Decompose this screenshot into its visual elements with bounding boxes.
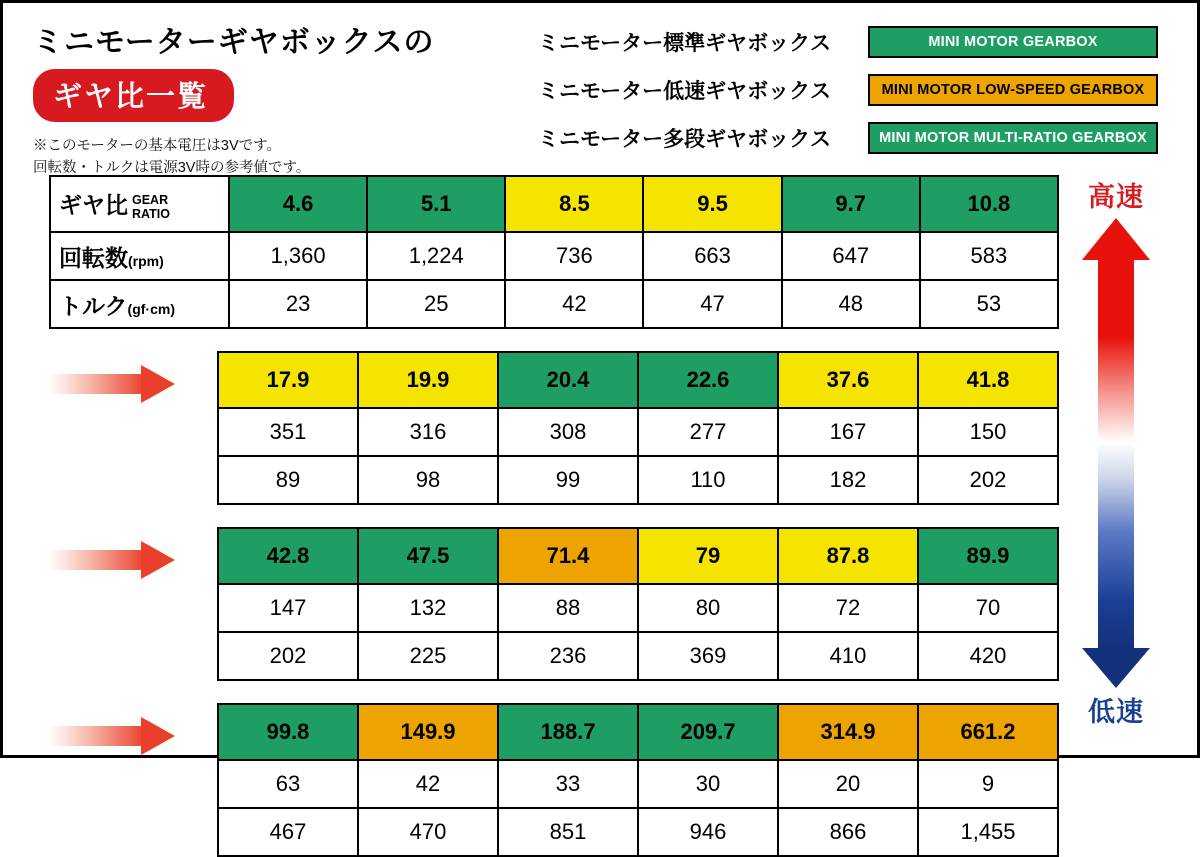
- continuation-arrow-icon: [49, 365, 179, 403]
- data-tables: [49, 175, 1059, 857]
- cell-ratio: 22.6: [638, 352, 778, 408]
- cell-rpm: 72: [778, 584, 918, 632]
- cell-ratio: 41.8: [918, 352, 1058, 408]
- cell-ratio: 17.9: [218, 352, 358, 408]
- cell-rpm: 316: [358, 408, 498, 456]
- cell-ratio: 42.8: [218, 528, 358, 584]
- legend-chip-multi-ratio: MINI MOTOR MULTI-RATIO GEARBOX: [868, 122, 1158, 154]
- cell-rpm: 1,224: [367, 232, 505, 280]
- row-label-gear-ratio-en2: RATIO: [132, 206, 170, 221]
- row-label-rpm-jp: 回転数: [59, 244, 128, 271]
- table-row: [50, 232, 1058, 280]
- cell-ratio: 4.6: [229, 176, 367, 232]
- cell-rpm: 20: [778, 760, 918, 808]
- cell-rpm: 150: [918, 408, 1058, 456]
- table-row: [218, 456, 1058, 504]
- cell-ratio: 37.6: [778, 352, 918, 408]
- row-label-torque: [50, 280, 229, 328]
- cell-rpm: 70: [918, 584, 1058, 632]
- cell-ratio: 9.5: [643, 176, 781, 232]
- cell-torque: 467: [218, 808, 358, 856]
- legend: [538, 21, 1170, 165]
- cell-rpm: 42: [358, 760, 498, 808]
- legend-label-jp: ミニモーター低速ギヤボックス: [538, 80, 831, 103]
- note-line-2: 回転数・トルクは電源3V時の参考値です。: [33, 159, 311, 176]
- cell-torque: 99: [498, 456, 638, 504]
- row-label-gear-ratio: [50, 176, 229, 232]
- cell-ratio: 661.2: [918, 704, 1058, 760]
- cell-torque: 202: [918, 456, 1058, 504]
- cell-ratio: 99.8: [218, 704, 358, 760]
- row-label-rpm: [50, 232, 229, 280]
- speed-gauge: [1057, 175, 1175, 735]
- cell-rpm: 663: [643, 232, 781, 280]
- table-block-4: [217, 703, 1059, 857]
- table-row: [218, 352, 1058, 408]
- cell-ratio: 89.9: [918, 528, 1058, 584]
- table-row: [218, 632, 1058, 680]
- continuation-arrow-icon: [49, 541, 179, 579]
- cell-torque: 48: [782, 280, 920, 328]
- note-line-1: ※このモーターの基本電圧は3Vです。: [33, 138, 281, 154]
- legend-item: [538, 117, 1170, 159]
- cell-rpm: 351: [218, 408, 358, 456]
- cell-torque: 110: [638, 456, 778, 504]
- cell-rpm: 88: [498, 584, 638, 632]
- cell-rpm: 132: [358, 584, 498, 632]
- cell-rpm: 277: [638, 408, 778, 456]
- table-block-1: [49, 175, 1059, 329]
- table-row: [218, 808, 1058, 856]
- row-label-rpm-unit: (rpm): [128, 252, 164, 269]
- cell-torque: 23: [229, 280, 367, 328]
- table-row: [218, 408, 1058, 456]
- gauge-up-arrow-icon: [1082, 218, 1150, 260]
- continuation-arrow-icon: [49, 717, 179, 755]
- cell-ratio: 79: [638, 528, 778, 584]
- row-label-gear-ratio-en1: GEAR: [132, 193, 169, 208]
- cell-ratio: 314.9: [778, 704, 918, 760]
- legend-label-jp: ミニモーター標準ギヤボックス: [538, 32, 831, 55]
- cell-torque: 369: [638, 632, 778, 680]
- cell-rpm: 9: [918, 760, 1058, 808]
- cell-torque: 98: [358, 456, 498, 504]
- cell-torque: 946: [638, 808, 778, 856]
- cell-torque: 42: [505, 280, 643, 328]
- cell-rpm: 80: [638, 584, 778, 632]
- cell-rpm: 30: [638, 760, 778, 808]
- cell-torque: 851: [498, 808, 638, 856]
- cell-rpm: 583: [920, 232, 1058, 280]
- gauge-gradient-bar: [1098, 259, 1134, 649]
- table-row: [50, 176, 1058, 232]
- table-block-2: [217, 351, 1059, 505]
- gauge-bar-graphic: [1066, 218, 1166, 688]
- cell-torque: 420: [918, 632, 1058, 680]
- cell-ratio: 8.5: [505, 176, 643, 232]
- cell-torque: 47: [643, 280, 781, 328]
- table-row: [50, 280, 1058, 328]
- cell-ratio: 20.4: [498, 352, 638, 408]
- cell-torque: 182: [778, 456, 918, 504]
- gauge-label-high-speed: 高速: [1088, 182, 1144, 212]
- cell-rpm: 736: [505, 232, 643, 280]
- row-label-torque-jp: トルク: [59, 292, 128, 319]
- cell-ratio: 19.9: [358, 352, 498, 408]
- row-label-gear-ratio-jp: ギヤ比: [59, 192, 128, 219]
- cell-torque: 25: [367, 280, 505, 328]
- cell-ratio: 5.1: [367, 176, 505, 232]
- cell-ratio: 188.7: [498, 704, 638, 760]
- cell-torque: 470: [358, 808, 498, 856]
- cell-torque: 89: [218, 456, 358, 504]
- gauge-down-arrow-icon: [1082, 648, 1150, 688]
- legend-chip-low-speed: MINI MOTOR LOW-SPEED GEARBOX: [868, 74, 1158, 106]
- cell-rpm: 167: [778, 408, 918, 456]
- cell-torque: 202: [218, 632, 358, 680]
- page-title: ミニモーターギヤボックスの: [33, 26, 435, 59]
- title-badge: ギヤ比一覧: [33, 69, 234, 122]
- cell-rpm: 647: [782, 232, 920, 280]
- cell-ratio: 10.8: [920, 176, 1058, 232]
- gauge-label-low-speed: 低速: [1088, 697, 1144, 727]
- table-block-3: [217, 527, 1059, 681]
- cell-rpm: 147: [218, 584, 358, 632]
- cell-rpm: 308: [498, 408, 638, 456]
- cell-torque: 225: [358, 632, 498, 680]
- cell-rpm: 63: [218, 760, 358, 808]
- cell-torque: 53: [920, 280, 1058, 328]
- cell-torque: 410: [778, 632, 918, 680]
- row-label-torque-unit: (gf·cm): [127, 300, 175, 317]
- cell-torque: 1,455: [918, 808, 1058, 856]
- cell-ratio: 47.5: [358, 528, 498, 584]
- cell-ratio: 209.7: [638, 704, 778, 760]
- table-row: [218, 528, 1058, 584]
- cell-rpm: 33: [498, 760, 638, 808]
- table-row: [218, 584, 1058, 632]
- table-row: [218, 704, 1058, 760]
- legend-chip-standard: MINI MOTOR GEARBOX: [868, 26, 1158, 58]
- cell-ratio: 71.4: [498, 528, 638, 584]
- cell-torque: 236: [498, 632, 638, 680]
- cell-ratio: 9.7: [782, 176, 920, 232]
- cell-ratio: 87.8: [778, 528, 918, 584]
- cell-ratio: 149.9: [358, 704, 498, 760]
- table-row: [218, 760, 1058, 808]
- legend-label-jp: ミニモーター多段ギヤボックス: [538, 128, 831, 151]
- cell-rpm: 1,360: [229, 232, 367, 280]
- legend-item: [538, 21, 1170, 63]
- cell-torque: 866: [778, 808, 918, 856]
- legend-item: [538, 69, 1170, 111]
